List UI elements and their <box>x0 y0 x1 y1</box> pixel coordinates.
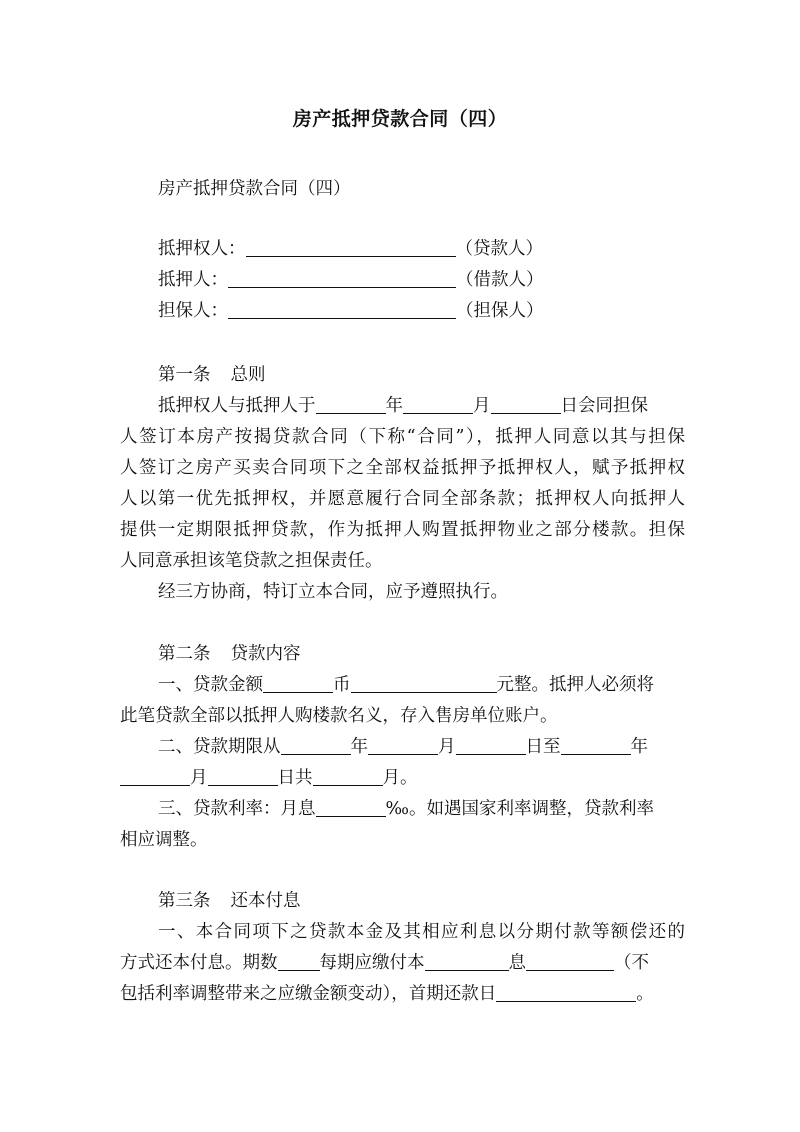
blank-field[interactable] <box>281 734 351 755</box>
article1-closing: 经三方协商，特订立本合同，应予遵照执行。 <box>158 582 508 602</box>
article3-item1-line2 <box>120 948 685 978</box>
blank-field[interactable] <box>351 672 497 693</box>
text-run: 年 <box>630 737 648 757</box>
article1-line2: 人签订本房产按揭贷款合同（下称“合同”），抵押人同意以其与担保 <box>120 427 685 447</box>
article1-heading <box>158 360 685 390</box>
text-run: 一、贷款金额 <box>158 675 263 695</box>
article-number: 第二条 <box>158 644 211 664</box>
blank-field[interactable] <box>120 765 190 786</box>
article1-line1 <box>158 391 685 421</box>
blank-field[interactable] <box>313 765 383 786</box>
blank-field[interactable] <box>263 672 333 693</box>
blank-field[interactable] <box>228 267 456 288</box>
article1-line6: 人同意承担该笔贷款之担保责任。 <box>120 551 383 571</box>
text-run: 元整。抵押人必须将 <box>496 675 654 695</box>
text-run: 每期应缴付本 <box>319 953 425 973</box>
article3-item1-line1: 一、本合同项下之贷款本金及其相应利息以分期付款等额偿还的 <box>158 922 685 942</box>
text-run: ‰。如遇国家利率调整，贷款利率 <box>385 799 654 819</box>
blank-field[interactable] <box>316 796 386 817</box>
text-run: 年 <box>350 737 368 757</box>
party-label: 抵押人： <box>158 270 228 290</box>
article1-line5: 提供一定期限抵押贷款，作为抵押人购置抵押物业之部分楼款。担保 <box>120 520 685 540</box>
article1-line4: 人以第一优先抵押权，并愿意履行合同全部条款；抵押权人向抵押人 <box>120 489 685 509</box>
party-role: （贷款人） <box>455 239 543 259</box>
article2-item3-line2: 相应调整。 <box>120 830 208 850</box>
article2-item3 <box>158 794 685 824</box>
article-title: 贷款内容 <box>230 644 301 664</box>
blank-field[interactable] <box>561 734 631 755</box>
article-number: 第三条 <box>158 891 211 911</box>
article3-item1-line3 <box>120 979 685 1009</box>
blank-field[interactable] <box>491 393 561 414</box>
blank-field[interactable] <box>228 298 456 319</box>
text-run: （不 <box>614 953 649 973</box>
party-mortgagor <box>158 265 685 295</box>
article1-line3: 人签订之房产买卖合同项下之全部权益抵押予抵押权人，赋予抵押权 <box>120 458 685 478</box>
party-role: （担保人） <box>456 301 544 321</box>
article-number: 第一条 <box>158 365 211 385</box>
article3-heading <box>158 886 685 916</box>
text-run: 月 <box>473 396 491 416</box>
text-run: 日至 <box>525 737 561 757</box>
text-run: 月 <box>190 768 208 788</box>
text-run: 三、贷款利率：月息 <box>158 799 316 819</box>
party-role: （借款人） <box>456 270 544 290</box>
party-label: 抵押权人： <box>158 239 246 259</box>
party-mortgagee <box>158 234 685 264</box>
blank-field[interactable] <box>278 950 320 971</box>
text-run: 息 <box>508 953 526 973</box>
article2-item1-line2: 此笔贷款全部以抵押人购楼款名义，存入售房单位账户。 <box>120 706 558 726</box>
text-run: 日共 <box>277 768 313 788</box>
article-title: 总则 <box>230 365 266 385</box>
article2-item2 <box>158 732 685 762</box>
document-subtitle: 房产抵押贷款合同（四） <box>158 179 351 199</box>
text-run: 月 <box>438 737 456 757</box>
text-run: 月。 <box>382 768 418 788</box>
article-title: 还本付息 <box>230 891 301 911</box>
text-run: 年 <box>385 396 403 416</box>
article2-item1 <box>158 670 685 700</box>
blank-field[interactable] <box>456 734 526 755</box>
blank-field[interactable] <box>496 981 636 1002</box>
blank-field[interactable] <box>246 236 456 257</box>
text-run: 。 <box>636 984 654 1004</box>
text-run: 方式还本付息。期数 <box>120 953 278 973</box>
party-label: 担保人： <box>158 301 228 321</box>
party-guarantor <box>158 296 685 326</box>
blank-field[interactable] <box>403 393 473 414</box>
article2-heading <box>158 639 685 669</box>
text-run: 包括利率调整带来之应缴金额变动），首期还款日 <box>120 984 497 1004</box>
text-run: 二、贷款期限从 <box>158 737 281 757</box>
document-title: 房产抵押贷款合同（四） <box>292 108 508 130</box>
blank-field[interactable] <box>316 393 386 414</box>
blank-field[interactable] <box>425 950 509 971</box>
text-run: 日会同担保 <box>560 396 648 416</box>
blank-field[interactable] <box>368 734 438 755</box>
text-run: 币 <box>333 675 351 695</box>
blank-field[interactable] <box>208 765 278 786</box>
blank-field[interactable] <box>526 950 614 971</box>
article2-item2-line2 <box>120 763 685 793</box>
text-run: 抵押权人与抵押人于 <box>158 396 316 416</box>
